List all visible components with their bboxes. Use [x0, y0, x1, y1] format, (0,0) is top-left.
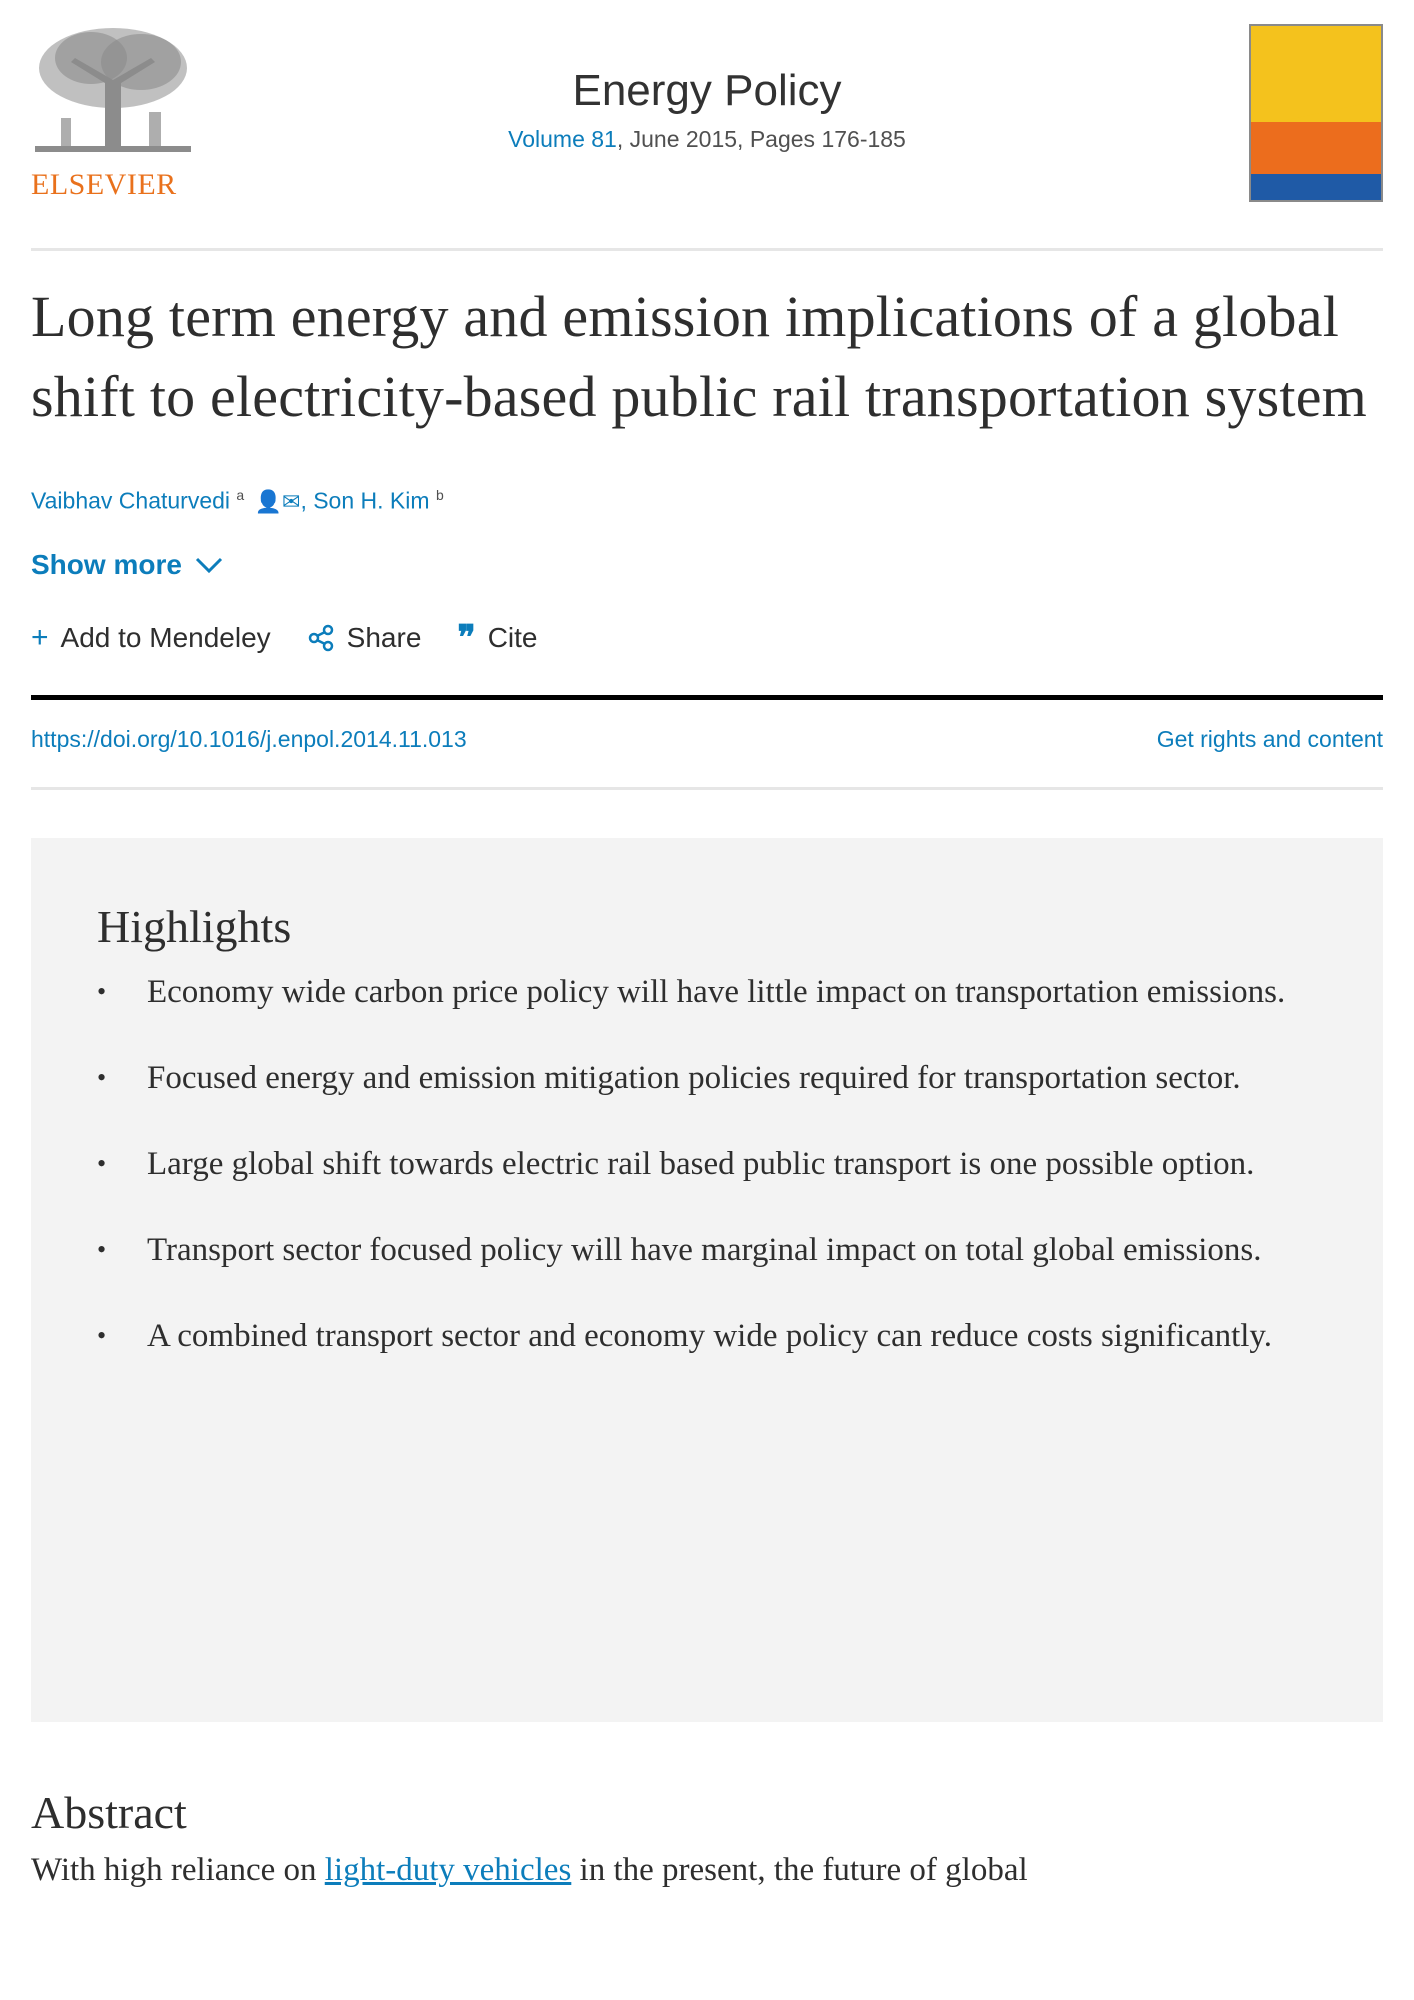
divider	[31, 248, 1383, 251]
doi-link[interactable]: https://doi.org/10.1016/j.enpol.2014.11.013	[31, 725, 467, 752]
journal-cover-image[interactable]	[1249, 24, 1383, 202]
issue-pages: , June 2015, Pages 176-185	[616, 126, 906, 152]
abstract-text-end: in the present, the future of global	[571, 1851, 1028, 1888]
plus-icon: +	[31, 620, 49, 654]
chevron-down-icon	[194, 556, 224, 574]
author-link[interactable]: Vaibhav Chaturvedi	[31, 487, 231, 514]
cover-band	[1251, 174, 1381, 200]
highlights-list	[97, 967, 1319, 1361]
doi-row	[31, 726, 1383, 753]
affiliation-marker: b	[435, 487, 444, 503]
light-duty-vehicles-link[interactable]: light-duty vehicles	[324, 1851, 572, 1888]
person-email-icon[interactable]: 👤✉	[254, 488, 301, 514]
quote-icon: ❞	[457, 618, 476, 657]
affiliation-marker: a	[236, 487, 245, 503]
list-item: • Transport sector focused policy will have marginal impact on total global emissions.	[97, 1225, 1319, 1275]
author-separator: ,	[300, 487, 314, 514]
rights-link[interactable]: Get rights and content	[1156, 725, 1383, 752]
article-actions	[31, 618, 1383, 657]
abstract-text	[31, 1845, 1383, 1895]
abstract-title: Abstract	[31, 1786, 187, 1838]
share-icon	[307, 624, 335, 652]
show-more-button[interactable]	[31, 549, 224, 581]
list-item: • Economy wide carbon price policy will have little impact on transportation emissions.	[97, 967, 1319, 1017]
share-button[interactable]	[307, 622, 422, 654]
volume-link[interactable]: Volume 81	[508, 126, 617, 152]
list-item: • Large global shift towards electric rail based public transport is one possible option.	[97, 1139, 1319, 1189]
journal-info	[31, 66, 1383, 153]
add-to-mendeley-button[interactable]	[31, 621, 271, 655]
abstract-text-start: With high reliance on	[31, 1851, 325, 1888]
show-more-label: Show more	[31, 548, 182, 580]
article-header	[31, 0, 1383, 248]
cite-label: Cite	[487, 621, 538, 653]
list-item: • A combined transport sector and economy wide policy can reduce costs significantly.	[97, 1311, 1319, 1361]
highlights-title: Highlights	[97, 900, 292, 952]
author-link[interactable]: Son H. Kim	[313, 487, 430, 514]
share-label: Share	[346, 621, 422, 653]
journal-title[interactable]: Energy Policy	[572, 66, 842, 115]
list-item: • Focused energy and emission mitigation policies required for transportation sector.	[97, 1053, 1319, 1103]
highlights-panel	[31, 838, 1383, 1722]
divider	[31, 695, 1383, 700]
add-to-mendeley-label: Add to Mendeley	[60, 621, 271, 653]
cover-band	[1251, 122, 1381, 174]
elsevier-wordmark: ELSEVIER	[31, 168, 177, 201]
cite-button[interactable]	[457, 618, 538, 657]
author-list	[31, 487, 1383, 515]
journal-meta	[31, 126, 1383, 153]
divider	[31, 787, 1383, 790]
article-title: Long term energy and emission implications of a global shift to electricity-based public rail transportation system	[31, 284, 1367, 429]
